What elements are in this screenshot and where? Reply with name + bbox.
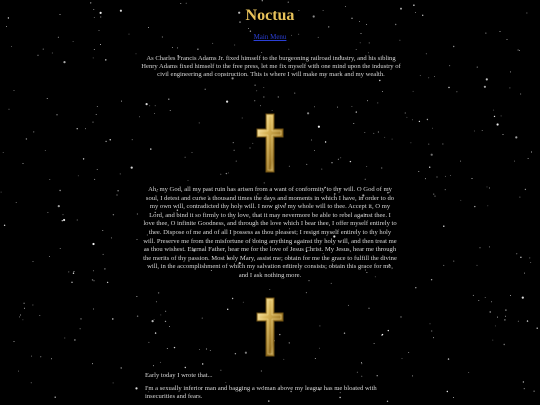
prayer-paragraph: Ah, my God, all my past ruin has arisen from a want of conformity to thy will. O God of my soul, I detest and curse a thousand times the days and moments in which I have, in order to do my own will, contradicted thy holy will. I now give my whole will to thee. Accept it, O my Lord, and bind it so firmly to thy love, that it may nevermore be able to rebel against thee. I love thee, O infinite Goodness, and through the love which I bear thee, I offer myself entirely to thee. Dispose of me and of all I possess as thou pleasest; I resign myself entirely to thy holy will. Preserve me from the misfortune of doing anything against thy holy will, and then treat me as thou wishest. Eternal Father, hear me for the love of Jesus Christ. My Jesus, hear me through the merits of thy passion. Most holy Mary, assist me; obtain for me the grace to fulfill the divine will, in the accomplishment of which my salvation entirely consists; obtain this grace for me, and I ask nothing more.: [143, 186, 397, 279]
gold-cross-icon: [255, 296, 285, 358]
gold-cross-icon: [255, 112, 285, 174]
diary-intro-text: Early today I wrote that...: [145, 372, 213, 379]
diary-entry-text: I'm a sexually inferior man and bagging a woman above my league has me bloated with insecurities and fears.: [145, 385, 377, 400]
main-menu-link[interactable]: Main Menu: [253, 33, 287, 41]
page-title: Noctua: [245, 7, 295, 24]
intro-paragraph: As Charles Francis Adams Jr. fixed himself to the burgeoning railroad industry, and his sibling Henry Adams fixed himself to the free press, let me fix myself with one mind upon the industry of civil engineering and construction. This is where I will make my mark and my wealth.: [141, 55, 401, 78]
